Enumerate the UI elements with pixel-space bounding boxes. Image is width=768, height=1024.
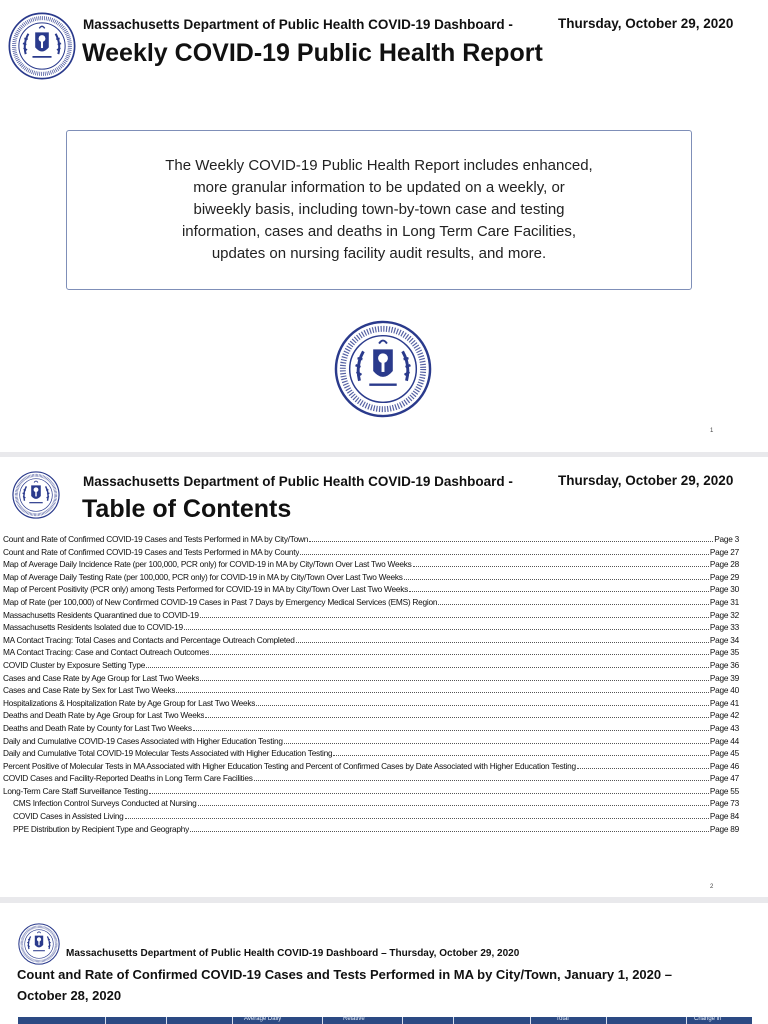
intro-box	[66, 130, 692, 290]
section-title: Count and Rate of Confirmed COVID-19 Cases and Tests Performed in MA by City/Town, January 1, 2020 – October 28, 2020	[17, 967, 672, 1003]
dashboard-header-line: Massachusetts Department of Public Health COVID-19 Dashboard -	[83, 474, 513, 489]
toc-leader-dots	[210, 654, 708, 655]
toc-leader-dots	[198, 805, 709, 806]
toc-entry[interactable]	[3, 547, 739, 560]
toc-leader-dots	[309, 541, 713, 542]
toc-entry-title: Daily and Cumulative COVID-19 Cases Associated with Higher Education Testing	[3, 735, 283, 746]
toc-leader-dots	[254, 780, 709, 781]
report-page-1	[0, 0, 768, 452]
table-header-divider	[166, 1017, 167, 1024]
toc-entry-title: COVID Cases in Assisted Living	[13, 811, 124, 822]
report-date: Thursday, October 29, 2020	[558, 16, 734, 31]
toc-entry[interactable]	[3, 660, 739, 673]
toc-entry-title: Long-Term Care Staff Surveillance Testing	[3, 785, 148, 796]
toc-entry-title: COVID Cluster by Exposure Setting Type	[3, 659, 146, 670]
toc-leader-dots	[284, 743, 709, 744]
toc-entry-page: Page 35	[709, 647, 739, 658]
table-header-divider	[530, 1017, 531, 1024]
toc-entry-page: Page 84	[709, 811, 739, 822]
toc-entry-title: COVID Cases and Facility-Reported Deaths in Long Term Care Facilities	[3, 773, 253, 784]
table-header-cell: Relative	[343, 1016, 365, 1022]
toc-entry[interactable]	[3, 786, 739, 799]
toc-leader-dots	[256, 705, 709, 706]
table-header-divider	[105, 1017, 106, 1024]
table-header	[18, 1017, 752, 1024]
table-header-cell: Average Daily	[244, 1016, 282, 1022]
toc-leader-dots	[300, 554, 709, 555]
toc-entry[interactable]	[3, 597, 739, 610]
toc-entry-page: Page 44	[709, 735, 739, 746]
toc-entry-page: Page 43	[709, 722, 739, 733]
toc-entry[interactable]	[3, 622, 739, 635]
toc-entry-page: Page 36	[709, 659, 739, 670]
massachusetts-dph-seal-icon	[12, 471, 60, 519]
table-header-cell: Total	[556, 1016, 569, 1022]
table-header-divider	[453, 1017, 454, 1024]
toc-entry-page: Page 30	[709, 584, 739, 595]
table-header-divider	[232, 1017, 233, 1024]
toc-entry-title: Massachusetts Residents Quarantined due to COVID-19	[3, 609, 199, 620]
toc-leader-dots	[149, 793, 709, 794]
report-date: Thursday, October 29, 2020	[558, 473, 734, 488]
toc-leader-dots	[438, 604, 709, 605]
toc-entry-title: Cases and Case Rate by Age Group for Last Two Weeks	[3, 672, 200, 683]
toc-entry-page: Page 41	[709, 697, 739, 708]
page-title: Weekly COVID-19 Public Health Report	[82, 39, 543, 67]
toc-leader-dots	[205, 717, 708, 718]
toc-entry[interactable]	[3, 773, 739, 786]
toc-leader-dots	[125, 818, 709, 819]
toc-entry-page: Page 46	[709, 760, 739, 771]
intro-line: The Weekly COVID-19 Public Health Report includes enhanced,	[165, 157, 593, 174]
toc-entry[interactable]	[3, 559, 739, 572]
toc-entry-title: Percent Positive of Molecular Tests in MA Associated with Higher Education Testing and Percent of Confirmed Cases by Date Associated with Higher Education Testing	[3, 760, 576, 771]
toc-entry[interactable]	[3, 811, 739, 824]
toc-leader-dots	[190, 831, 709, 832]
report-page-3	[0, 903, 768, 1024]
toc-leader-dots	[413, 566, 709, 567]
toc-entry[interactable]	[3, 748, 739, 761]
toc-entry-title: MA Contact Tracing: Case and Contact Outreach Outcomes	[3, 647, 210, 658]
toc-entry-page: Page 47	[709, 773, 739, 784]
table-header-divider	[686, 1017, 687, 1024]
toc-entry-title: Deaths and Death Rate by County for Last Two Weeks	[3, 722, 192, 733]
toc-leader-dots	[577, 768, 709, 769]
toc-entry[interactable]	[3, 723, 739, 736]
toc-entry-title: Count and Rate of Confirmed COVID-19 Cases and Tests Performed in MA by City/Town	[3, 534, 309, 544]
toc-entry[interactable]	[3, 685, 739, 698]
toc-entry-page: Page 28	[709, 559, 739, 570]
toc-entry-page: Page 73	[709, 798, 739, 809]
intro-line: information, cases and deaths in Long Term Care Facilities,	[181, 223, 577, 240]
table-header-divider	[606, 1017, 607, 1024]
table-header-cell: Change in	[694, 1016, 722, 1022]
toc-title: Table of Contents	[82, 495, 292, 523]
toc-entry-page: Page 89	[709, 823, 739, 834]
toc-entry-page: Page 3	[714, 534, 739, 544]
toc-entry-title: Map of Rate (per 100,000) of New Confirmed COVID-19 Cases in Past 7 Days by Emergency Medical Services (EMS) Region	[3, 596, 438, 607]
toc-entry[interactable]	[3, 736, 739, 749]
toc-entry[interactable]	[3, 824, 739, 837]
toc-entry-title: Map of Average Daily Incidence Rate (per 100,000, PCR only) for COVID-19 in MA by City/Town Over Last Two Weeks	[3, 559, 412, 570]
toc-entry[interactable]	[3, 710, 739, 723]
toc-leader-dots	[409, 591, 709, 592]
toc-leader-dots	[184, 629, 709, 630]
toc-entry-title: MA Contact Tracing: Total Cases and Contacts and Percentage Outreach Completed	[3, 634, 295, 645]
toc-entry-title: Massachusetts Residents Isolated due to COVID-19	[3, 622, 183, 633]
toc-leader-dots	[146, 667, 709, 668]
toc-entry-page: Page 45	[709, 748, 739, 759]
toc-entry-page: Page 27	[709, 546, 739, 557]
dashboard-header-line: Massachusetts Department of Public Health COVID-19 Dashboard – Thursday, October 29, 2020	[66, 948, 520, 959]
report-page-2	[0, 457, 768, 897]
toc-entry-title: Deaths and Death Rate by Age Group for Last Two Weeks	[3, 710, 205, 721]
toc-entry[interactable]	[3, 673, 739, 686]
toc-leader-dots	[200, 680, 709, 681]
intro-line: updates on nursing facility audit results, and more.	[211, 245, 547, 262]
toc-entry-page: Page 31	[709, 596, 739, 607]
table-of-contents	[3, 534, 739, 836]
intro-line: more granular information to be updated on a weekly, or	[193, 179, 565, 196]
toc-leader-dots	[296, 642, 709, 643]
page-number: 1	[710, 428, 714, 434]
toc-entry-title: PPE Distribution by Recipient Type and Geography	[13, 823, 190, 834]
toc-entry-title: Daily and Cumulative Total COVID-19 Molecular Tests Associated with Higher Education Testing	[3, 748, 333, 759]
table-header-divider	[402, 1017, 403, 1024]
toc-entry[interactable]	[3, 798, 739, 811]
toc-entry[interactable]	[3, 610, 739, 623]
toc-entry[interactable]	[3, 698, 739, 711]
toc-entry-title: Cases and Case Rate by Sex for Last Two Weeks	[3, 685, 176, 696]
intro-line: biweekly basis, including town-by-town case and testing	[193, 201, 565, 218]
toc-leader-dots	[404, 579, 709, 580]
toc-entry-page: Page 39	[709, 672, 739, 683]
toc-entry[interactable]	[3, 584, 739, 597]
table-header-divider	[322, 1017, 323, 1024]
massachusetts-dph-seal-icon	[334, 320, 432, 418]
toc-entry-page: Page 55	[709, 785, 739, 796]
toc-entry-title: Map of Average Daily Testing Rate (per 100,000, PCR only) for COVID-19 in MA by City/Town Over Last Two Weeks	[3, 571, 403, 582]
dashboard-header-line: Massachusetts Department of Public Health COVID-19 Dashboard -	[83, 17, 513, 32]
toc-entry-title: Map of Percent Positivity (PCR only) among Tests Performed for COVID-19 in MA by City/Town Over Last Two Weeks	[3, 584, 409, 595]
toc-entry-page: Page 29	[709, 571, 739, 582]
toc-entry-page: Page 34	[709, 634, 739, 645]
toc-entry-page: Page 32	[709, 609, 739, 620]
toc-entry-title: Hospitalizations & Hospitalization Rate by Age Group for Last Two Weeks	[3, 697, 256, 708]
massachusetts-dph-seal-icon	[8, 12, 76, 80]
intro-text	[144, 155, 614, 265]
toc-entry-page: Page 40	[709, 685, 739, 696]
toc-leader-dots	[176, 692, 708, 693]
toc-leader-dots	[193, 730, 709, 731]
page-number: 2	[710, 884, 714, 890]
toc-entry-title: Count and Rate of Confirmed COVID-19 Cases and Tests Performed in MA by County	[3, 546, 300, 557]
toc-entry-page: Page 33	[709, 622, 739, 633]
toc-entry[interactable]	[3, 635, 739, 648]
massachusetts-dph-seal-icon	[18, 923, 60, 965]
toc-entry[interactable]	[3, 572, 739, 585]
toc-leader-dots	[333, 755, 708, 756]
toc-entry[interactable]	[3, 647, 739, 660]
toc-leader-dots	[200, 617, 709, 618]
toc-entry[interactable]	[3, 534, 739, 547]
toc-entry-title: CMS Infection Control Surveys Conducted at Nursing	[13, 798, 197, 809]
toc-entry[interactable]	[3, 761, 739, 774]
toc-entry-page: Page 42	[709, 710, 739, 721]
